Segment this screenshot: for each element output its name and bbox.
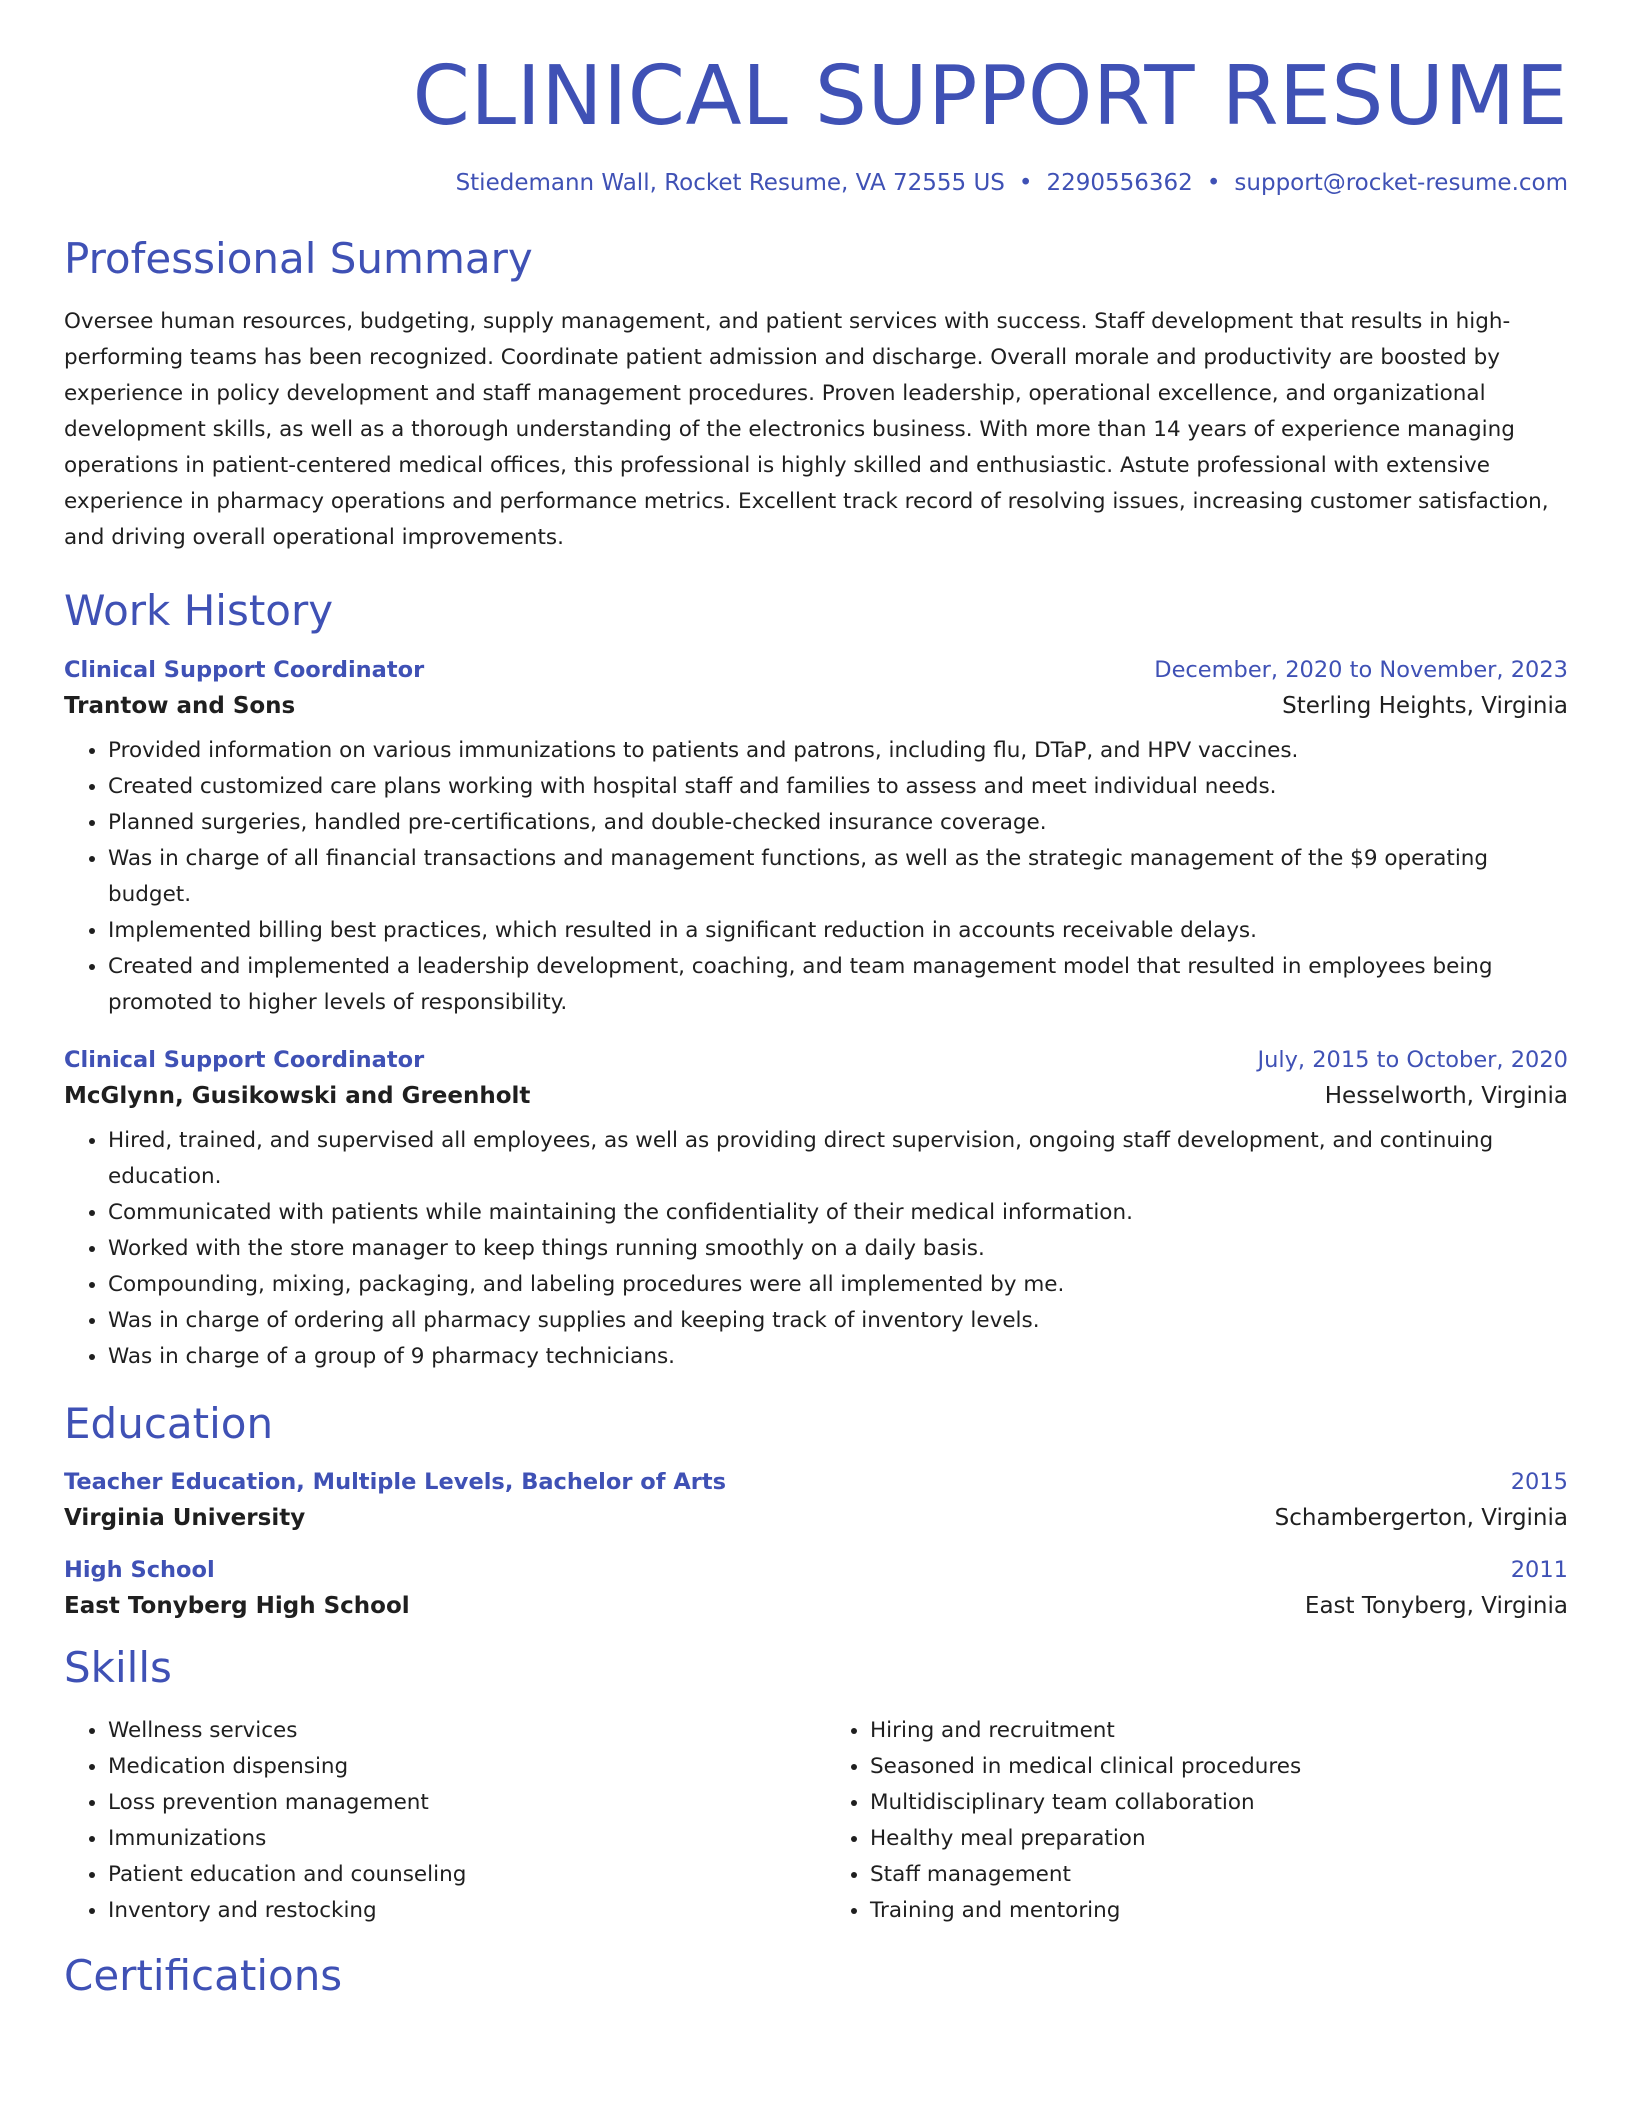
skill-item: • Loss prevention management: [108, 1785, 806, 1821]
education-school: Virginia University: [64, 1504, 306, 1531]
skills-grid: [64, 1713, 1568, 1929]
job-header-row: [64, 657, 1568, 683]
education-location: East Tonyberg, Virginia: [1304, 1592, 1568, 1619]
job-company-row: [64, 693, 1568, 719]
job-header-row: [64, 1047, 1568, 1073]
education-location: Schambergerton, Virginia: [1274, 1504, 1568, 1531]
skill-item: • Multidisciplinary team collaboration: [870, 1785, 1568, 1821]
job-company-row: [64, 1083, 1568, 1109]
education-school-row: [64, 1593, 1568, 1619]
skill-item: • Healthy meal preparation: [870, 1821, 1568, 1857]
job-bullet: • Hired, trained, and supervised all employees, as well as providing direct supervision, ongoing staff development, and continuing education.: [108, 1123, 1568, 1195]
education-header-row: [64, 1469, 1568, 1495]
job-dates: July, 2015 to October, 2020: [1257, 1046, 1568, 1073]
skill-item: • Wellness services: [108, 1713, 806, 1749]
work-history-section: [64, 588, 1568, 1374]
skill-item: • Patient education and counseling: [108, 1857, 806, 1893]
job-bullet: • Provided information on various immunizations to patients and patrons, including flu, DTaP, and HPV vaccines.: [108, 733, 1568, 769]
certifications-heading: Certifications: [64, 1950, 343, 2000]
job-company: Trantow and Sons: [64, 692, 296, 719]
job-entry: [64, 657, 1568, 1021]
certifications-section: [64, 1950, 1568, 2000]
skill-item: • Hiring and recruitment: [870, 1713, 1568, 1749]
job-location: Hesselworth, Virginia: [1324, 1082, 1568, 1109]
job-bullet: • Was in charge of a group of 9 pharmacy technicians.: [108, 1339, 1568, 1375]
education-degree: High School: [64, 1556, 215, 1583]
job-bullet: • Created customized care plans working with hospital staff and families to assess and meet individual needs.: [108, 769, 1568, 805]
skill-item: • Training and mentoring: [870, 1893, 1568, 1929]
summary-text: Oversee human resources, budgeting, supply management, and patient services with success. Staff development that results in high-performing teams has been recognized. Coordinate patient admission and discharge. Overall morale and productivity are boosted by experience in policy development and staff management procedures. Proven leadership, operational excellence, and organizational development skills, as well as a thorough understanding of the electronics business. With more than 14 years of experience managing operations in patient-centered medical offices, this professional is highly skilled and enthusiastic. Astute professional with extensive experience in pharmacy operations and performance metrics. Excellent track record of resolving issues, increasing customer satisfaction, and driving overall operational improvements.: [64, 309, 1549, 551]
job-bullet: • Communicated with patients while maintaining the confidentiality of their medical information.: [108, 1195, 1568, 1231]
job-dates: December, 2020 to November, 2023: [1154, 656, 1568, 683]
job-bullet: • Created and implemented a leadership development, coaching, and team management model that resulted in employees being promoted to higher levels of responsibility.: [108, 949, 1568, 1021]
education-year: 2011: [1510, 1556, 1568, 1583]
job-bullets: [64, 733, 1568, 1021]
resume-title: CLINICAL SUPPORT RESUME: [412, 49, 1568, 144]
education-section: [64, 1398, 1568, 1619]
skill-item: • Immunizations: [108, 1821, 806, 1857]
skill-item: • Seasoned in medical clinical procedures: [870, 1749, 1568, 1785]
work-history-heading: Work History: [64, 586, 334, 636]
skills-section: [64, 1642, 1568, 1929]
job-bullet: • Implemented billing best practices, which resulted in a significant reduction in accounts receivable delays.: [108, 913, 1568, 949]
job-bullet: • Planned surgeries, handled pre-certifications, and double-checked insurance coverage.: [108, 805, 1568, 841]
skills-heading: Skills: [64, 1642, 172, 1692]
job-role: Clinical Support Coordinator: [64, 1046, 425, 1073]
skill-item: • Inventory and restocking: [108, 1893, 806, 1929]
job-bullet: • Was in charge of ordering all pharmacy supplies and keeping track of inventory levels.: [108, 1303, 1568, 1339]
education-entry: [64, 1557, 1568, 1619]
job-entry: [64, 1047, 1568, 1375]
job-bullet: • Worked with the store manager to keep things running smoothly on a daily basis.: [108, 1231, 1568, 1267]
skill-item: • Staff management: [870, 1857, 1568, 1893]
job-bullets: [64, 1123, 1568, 1375]
education-entry: [64, 1469, 1568, 1531]
skills-list-left: [64, 1713, 806, 1929]
job-company: McGlynn, Gusikowski and Greenholt: [64, 1082, 531, 1109]
job-bullet: • Was in charge of all financial transactions and management functions, as well as the strategic management of the $9 operating budget.: [108, 841, 1568, 913]
education-school-row: [64, 1505, 1568, 1531]
education-heading: Education: [64, 1398, 274, 1448]
contact-address: Stiedemann Wall, Rocket Resume, VA 72555 US: [455, 170, 1005, 197]
contact-line: [64, 170, 1568, 196]
summary-heading: Professional Summary: [64, 234, 533, 284]
skill-item: • Medication dispensing: [108, 1749, 806, 1785]
job-location: Sterling Heights, Virginia: [1282, 692, 1568, 719]
contact-phone: 2290556362: [1046, 170, 1193, 197]
contact-separator: •: [1018, 170, 1033, 197]
education-degree: Teacher Education, Multiple Levels, Bachelor of Arts: [64, 1468, 726, 1495]
education-year: 2015: [1510, 1468, 1568, 1495]
contact-email[interactable]: support@rocket-resume.com: [1234, 170, 1568, 197]
education-school: East Tonyberg High School: [64, 1592, 410, 1619]
contact-separator: •: [1206, 170, 1221, 197]
summary-section: [64, 236, 1568, 556]
job-bullet: • Compounding, mixing, packaging, and labeling procedures were all implemented by me.: [108, 1267, 1568, 1303]
education-header-row: [64, 1557, 1568, 1583]
skills-list-right: [826, 1713, 1568, 1929]
job-role: Clinical Support Coordinator: [64, 656, 425, 683]
